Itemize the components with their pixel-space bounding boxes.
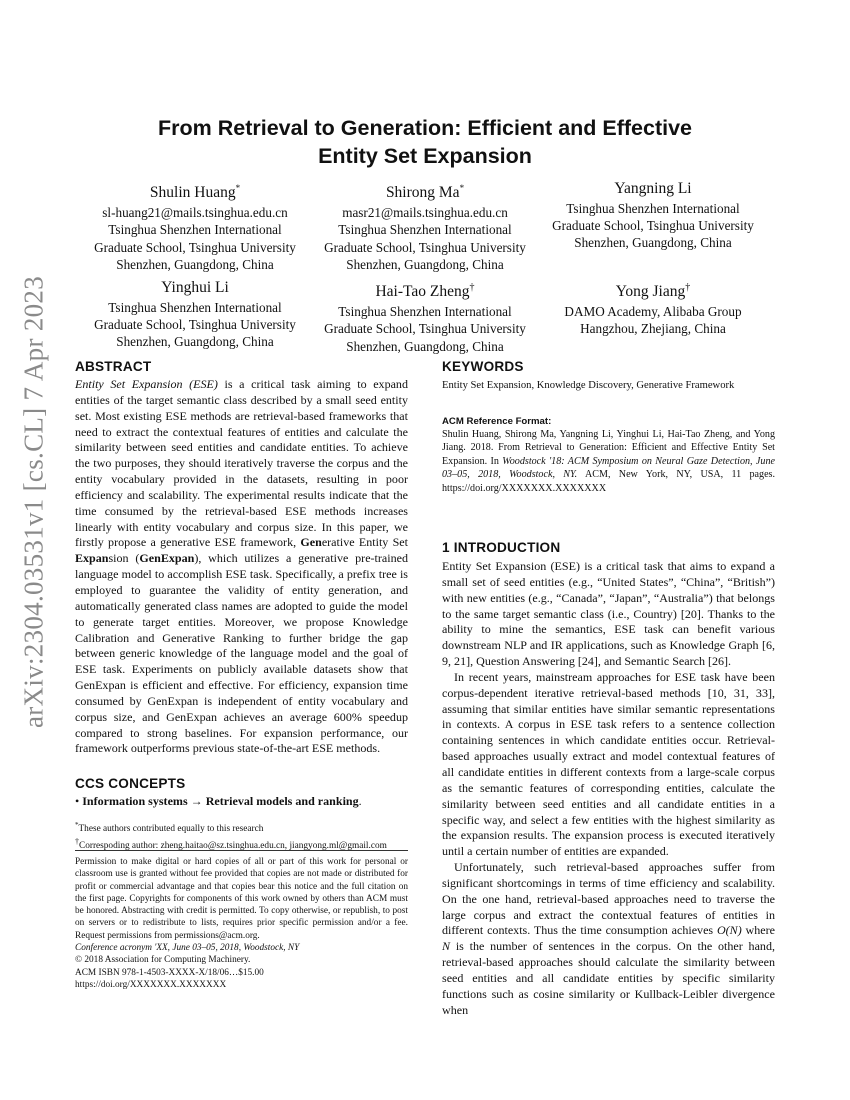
acm-ref-text: Shulin Huang, Shirong Ma, Yangning Li, Yinghui Li, Hai-Tao Zheng, and Yong Jiang. 2018. From Retrieval to Generation: Efficient and Effective Entity Set Expansion. In Woodstock '18: ACM Symposium on Neural Gaze Detection, June 03–05, 2018, Woodstock, NY. ACM, New York, NY, USA, 11 pages. https://doi.org/XXXXXXX.XXXXXXX [442, 429, 775, 494]
acm-ref-heading: ACM Reference Format: [442, 416, 552, 427]
doi-line: https://doi.org/XXXXXXX.XXXXXXX [75, 979, 227, 990]
author-4-affil-3: Shenzhen, Guangdong, China [116, 334, 274, 350]
author-5-affil-2: Graduate School, Tsinghua University [324, 321, 526, 337]
conference-line: Conference acronym 'XX, June 03–05, 2018, Woodstock, NY [75, 943, 300, 954]
author-block-4 [75, 277, 315, 351]
author-4-affil-1: Tsinghua Shenzhen International [108, 300, 282, 315]
author-3-affil-3: Shenzhen, Guangdong, China [574, 235, 732, 251]
intro-paragraph-2: In recent years, mainstream approaches for ESE task have been corpus-dependent iterative retrieval-based methods [10, 31, 33], assuming that similar entities have similar semantic representations in contexts. A corpus in ESE task refers to a sentence collection containing sentences in which candidate entities occur. Retrieval-based approaches usually extract and model contextual features of all candidate entities in different contexts from a large-scale corpus as the semantic features of corresponding entities, calculate the similarity between seed entities and all candidate entities in a specific way, and select a few entities with the highest similarity as the expansion results. The expansion process is executed iteratively until a certain number of entities are expanded. [442, 669, 775, 859]
author-block-2 [305, 178, 545, 273]
author-block-3 [533, 178, 773, 252]
author-6-affil-1: DAMO Academy, Alibaba Group [564, 304, 742, 320]
copyright-line: © 2018 Association for Computing Machinery. [75, 955, 251, 966]
author-2-affil-2: Graduate School, Tsinghua University [324, 239, 526, 255]
author-name-6: Yong Jiang† [615, 282, 691, 301]
permission-block [75, 856, 408, 991]
left-column [75, 358, 408, 852]
abstract-heading: ABSTRACT [75, 359, 152, 374]
permission-divider [75, 850, 408, 851]
intro-paragraph-1: Entity Set Expansion (ESE) is a critical task that aims to expand a small set of seed entities (e.g., “United States”, “China”, “British”) with new entities (e.g., “Canada”, “Japan”, “Australia”) that belongs to the same target semantic class (i.e., Country) [20]. Thanks to the ability to mine the semantics, ESE task can benefit various downstream NLP and IR applications, such as Knowledge Graph [6, 9, 21], Question Answering [24], and Semantic Search [26]. [442, 559, 775, 669]
footnotes [75, 819, 408, 852]
author-3-affil-2: Graduate School, Tsinghua University [552, 218, 754, 234]
author-5-affil-1: Tsinghua Shenzhen International [338, 304, 512, 320]
author-2-email: masr21@mails.tsinghua.edu.cn [342, 205, 508, 221]
introduction-heading: 1 INTRODUCTION [442, 540, 561, 555]
keywords-heading: KEYWORDS [442, 359, 524, 374]
author-1-email: sl-huang21@mails.tsinghua.edu.cn [102, 205, 288, 221]
intro-paragraph-3: Unfortunately, such retrieval-based approaches suffer from significant shortcomings in terms of time efficiency and scalability. On the one hand, retrieval-based approaches need to traverse the large corpus and extract the contextual features of entities in different contexts. Thus the time consumption achieves O(N) where N is the number of sentences in the corpus. On the other hand, retrieval-based approaches should calculate the similarity between seed entities and all candidate entities by specific similarity functions such as cosine similarity or Kullback-Leibler divergence when [442, 860, 775, 1017]
author-6-affil-2: Hangzhou, Zhejiang, China [580, 321, 726, 337]
author-block-1 [75, 178, 315, 273]
ccs-item: • Information systems → Retrieval models and ranking. [75, 794, 362, 809]
author-name-5: Hai-Tao Zheng† [375, 282, 475, 301]
author-3-affil-1: Tsinghua Shenzhen International [566, 201, 740, 216]
author-block-6 [533, 277, 773, 338]
author-name-2: Shirong Ma* [385, 183, 465, 202]
arxiv-stamp [14, 275, 54, 729]
title-line-2: Entity Set Expansion [318, 144, 532, 168]
permission-text: Permission to make digital or hard copies of all or part of this work for personal or classroom use is granted without fee provided that copies are not made or distributed for profit or commercial advantage and that copies bear this notice and the full citation on the first page. Copyrights for components of this work owned by others than ACM must be honored. Abstracting with credit is permitted. To copy otherwise, or republish, to post on servers or to redistribute to lists, requires prior specific permission and/or a fee. Request permissions from permissions@acm.org. [75, 857, 408, 941]
author-2-affil-1: Tsinghua Shenzhen International [338, 222, 512, 238]
author-1-affil-1: Tsinghua Shenzhen International [108, 222, 282, 238]
author-name-3: Yangning Li [614, 180, 692, 197]
ccs-heading: CCS CONCEPTS [75, 776, 186, 792]
author-5-affil-3: Shenzhen, Guangdong, China [346, 338, 504, 354]
author-2-affil-3: Shenzhen, Guangdong, China [346, 256, 504, 272]
right-column [442, 358, 775, 495]
author-name-1: Shulin Huang* [149, 183, 241, 202]
author-4-affil-2: Graduate School, Tsinghua University [94, 317, 296, 333]
author-block-5 [305, 277, 545, 355]
author-1-affil-3: Shenzhen, Guangdong, China [116, 256, 274, 272]
footnote-corresponding: †Correspoding author: zheng.haitao@sz.tsinghua.edu.cn, jiangyong.ml@gmail.com [75, 836, 387, 851]
keywords-text: Entity Set Expansion, Knowledge Discovery, Generative Framework [442, 380, 735, 391]
arxiv-stamp-text: arXiv:2304.03531v1 [cs.CL] 7 Apr 2023 [18, 275, 49, 729]
author-1-affil-2: Graduate School, Tsinghua University [94, 239, 296, 255]
footnote-equal: *These authors contributed equally to this research [75, 821, 264, 835]
author-name-4: Yinghui Li [161, 279, 229, 296]
title-line-1: From Retrieval to Generation: Efficient and Effective [157, 116, 693, 140]
introduction-section [442, 539, 775, 1018]
abstract-text: Entity Set Expansion (ESE) is a critical task aiming to expand entities of the target semantic class described by a small seed entity set. Most existing ESE methods are retrieval-based frameworks that need to extract the contextual features of entities and calculate the similarity between seed entities and candidate entities. To achieve the two purposes, they should iteratively traverse the corpus and the entity vocabulary provided in the datasets, resulting in poor efficiency and scalability. The experimental results indicate that the time consumed by the retrieval-based ESE methods increases linearly with entity vocabulary and corpus size. In this paper, we firstly propose a generative ESE framework, Generative Entity Set Expansion (GenExpan), which utilizes a generative pre-trained language model to accomplish ESE task. Specifically, a prefix tree is employed to guarantee the validity of entity generation, and automatically generated class names are adopted to guide the model to generate target entities. Moreover, we propose Knowledge Calibration and Generative Ranking to further bridge the gap between generic knowledge of the language model and the goal of ESE task. Experiments on publicly available datasets show that GenExpan is efficient and effective. For efficiency, expansion time consumed by GenExpan is independent of entity vocabulary and corpus size, and GenExpan achieves an average 600% speedup compared to strong baselines. For expansion performance, our framework outperforms previous state-of-the-art ESE methods. [75, 377, 409, 756]
paper-title [100, 114, 750, 170]
isbn-line: ACM ISBN 978-1-4503-XXXX-X/18/06…$15.00 [75, 967, 264, 978]
